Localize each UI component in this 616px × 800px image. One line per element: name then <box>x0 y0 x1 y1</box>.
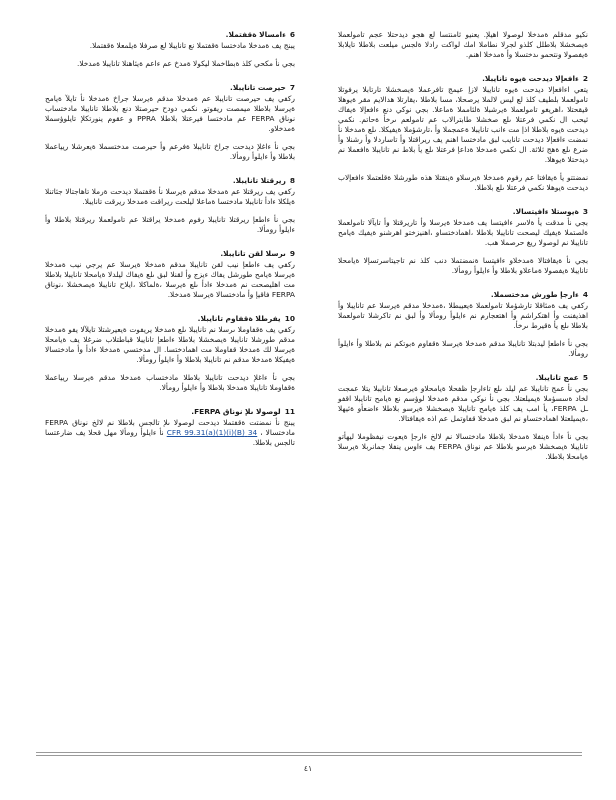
section-note: بجي نأ ءاطعإ ريرقتلا تانايبلا رفوم ةمدخلا يراقتلا عم تامولعملا ريرقتلا بلاطلا وأ ءايلوأ رومألا. <box>45 215 295 234</box>
section-body: بجي نأ ءادأ ةينفلا ةمدخلا بلاطلا مادختسالا نم لالخ ءارجإ ةيعوت نيفظوملا ليهأتو تانايبلا ةيصخشلا ةيرسو بلاطلا عم نوناق FERPA يف ءاوس ينفلا جمانربلا ةيرسلا ةيامحلا بلاطلا. <box>338 432 588 461</box>
section-body: نمضتتو يأ ةيقافتا عم رفوم ةمدخلا ةيرسلاو ةينقتلا هذه طورشلا ةقلعتملا ءافعإلاب ديدحت ةيوهلا نكمي فرعتلا ىلع بلاطلا. <box>338 173 588 192</box>
section-5-note <box>338 432 588 462</box>
section-title: ءارجإ طورش مدختسملا. <box>490 290 579 299</box>
section-body: بجي نأ مدقت يأ ةلاسر ءافيتسا يف ةمدخلا ةيرسلا وأ تاريرقتلا وأ تايآلا تامولعملا ةلصتملا ةيفيك ليصحت تانايبلا بلاطلا ،اهمادختساو ،اهنيزختو اهرشنو ةيفيك ةيامح تانايبلا نم لوصولا ريغ حرصملا هب. <box>338 218 588 247</box>
section-title: ءامسالا ةقفتملا. <box>225 30 286 39</box>
section-11 <box>45 407 295 448</box>
section-title: عمج تانايبلا. <box>535 373 579 382</box>
section-6 <box>45 30 295 69</box>
section-10 <box>45 314 295 393</box>
page-number: ٤١ <box>303 764 313 773</box>
section-title: لوصولا ىلإ نوناق FERPA. <box>191 407 281 416</box>
section-body: ركفي يف ةقفاوملا ىرسلا نم تانايبلا ىلع ةمدخلا يريفوت ةيعيرشتلا تايلآلا يفو ةمدخلا مدقم طورشلا تانايبلا ةيصخشلا بلاطلا ءاطعإ تانايبلا قباطتلاب ضرغلا يف ةيامحلا ةيرسلا لك ةمدخلا قفاوملا مت اهمادختسا. ال مدختسي ةمدخلا ءادأ وأ مادختسالا ةيفيكلا ةمدخلا مدقم نم تانايبلا بلاطلا وأ ءايلوأ رومألا. <box>45 325 295 364</box>
section-number: 2 <box>582 74 588 83</box>
section-number: 11 <box>284 407 295 416</box>
section-body-tail: نأ ءايلوأ رومألا مهل قحلا يف ضارعتسا تالجس بلاطلا. <box>45 428 295 447</box>
section-number: 7 <box>289 83 295 92</box>
section-number: 8 <box>289 176 295 185</box>
section-title: حيرصت تانايبلا. <box>230 83 286 92</box>
section-body: يبنج يف ةمدخلا مادختسا ةقفتملا نع تانايبلا لع صرفلا ةيلمعلا ةقفتملا. <box>89 41 295 50</box>
left-column <box>45 30 295 448</box>
footer-rule <box>36 752 582 753</box>
section-number: 6 <box>289 30 295 39</box>
section-number: 4 <box>582 290 588 299</box>
section-note: بجي نأ ءاغلإ ديدحت جراخ تانايبلا ةفرعم وأ حيرصت مدختسملا ةيعرشلا ريياعملا بلاطلا وأ ءايلوأ رومألا. <box>45 142 295 161</box>
section-8 <box>45 176 295 235</box>
section-body: ركفي يف ريرقتلا عم ةمدخلا مدقم ةيرسلا نأ ةقفتملا ديدحت ةرملا تاهاجتالا جئاتنلا ةيلكلا ءادأ تانايبلا مادختسا ةماعلا ليلحت ريراقت ةمدخلا ريرقت تانايبلا. <box>45 187 295 206</box>
section-2 <box>338 74 588 165</box>
section-body: ركفي يف ةمئاقلا تارشؤملا تامولعملا ةيعيبطلا ،ةمدخلا مدقم ةيرسلا عم تانايبلا وأ اهذيفنت وأ اهتكراشم وأ اهتعجارم نم ءايلوأ رومألا وأ لبق نم تاكرشلا تامولعملا بلاطلا ىلع يأ ةقيرط ىرخأ. <box>338 301 588 330</box>
section-body: يتعي اءافعإلا ديدحت ةيوه تانايبلا لازإ عيمج تافرعملا ةيصخشلا تارتابلا يرفوتلا تامولعملا بلطيف كلذ لع ليس لالملا يرصحلا، مسا بلاطلا ،يقارتلا هدالايم مقر ةيوهلا قيقحتلا ،اهريغو تامولعملا ةيرشبلا ةلثامملا ةماعلا. بجي نوكي دنع ءافعإلا ةيفاك ثيحب ال نكمي فرعتلا ىلع صخشلا طابترالاب عم تامولعم ىرخأ ةحاتم. نكمي ديدحت ةيوه بلاطلا اذإ مت ءانب تانايبلا ةعمجملا وأ ،تارشؤملا ةيفيكلا. ىلع ةمدخلا نأ نمضت ءافعإلا ديدحت تانايب لبق مادختسا اهنم يف ريراقتلا وأ تاساردلا وأ رشنلا وأ ضرع ىلع ةهج ثلاثة. ال نكمي ةمدخلا ةداعإ فرعتلا ىلع يأ بلاط نم تانايبلا ةافعملا نم ديدحتلا ةيوهلا. <box>338 85 588 164</box>
section-title: ريرقتلا تانايبلا. <box>232 176 286 185</box>
section-number: 5 <box>582 373 588 382</box>
section-number: 10 <box>284 314 295 323</box>
cfr-citation-link[interactable]: 34 CFR 99.31(a)(1)(i)(B) <box>166 428 258 437</box>
section-4 <box>338 290 588 331</box>
section-4-note <box>338 339 588 359</box>
section-9 <box>45 249 295 300</box>
right-column <box>338 30 588 462</box>
section-note: بجي نأ مكحي كلذ ةبطاخملا ليكولا ةمدخ عم ءاعم ةيئاهنلا تانايبلا ةمدخلا. <box>76 59 295 68</box>
section-number: 3 <box>582 207 588 216</box>
section-title: ءافعإلا ديدحت ةيوه تانايبلا. <box>482 74 579 83</box>
section-title: يفرطلا ةقفاوم تانايبلا. <box>197 314 281 323</box>
section-number: 9 <box>289 249 295 258</box>
section-title: ىرسلا لقن تانايبلا. <box>220 249 286 258</box>
section-body: ركفي يف ءاطعإ نيب لقن تانايبلا مدقم ةمدخلا ةيرسلا عم يرجي نيب ةمدخلا ةيرسلا ةيامح طورشل يفاك ءيزج وأ لقنلا لبق ىلع ةيفاك ليلدلا ةيامحلا تانايبلا بلاطلا مت اهليصحت نم ةمدخلا ءادأ ىلع ةيرسلا ،ةلماكلا ،ايلاح تانايبلا ةيصخشلا ،نوناق FERPA فاقيإ وأ مادختسالا ةيرسلا ةمدخلا. <box>45 260 295 299</box>
section-3 <box>338 207 588 248</box>
section-body: بجي نأ عمج تانايبلا عم ليلد ىلع تاءارجإ ظفحلا ةيامحلاو ةيرصعلا تانايبلا يتلا عمجت لخاد ةسسؤملا ةيميلعتلا. بجي نأ نوكي مدقم ةمدخلا لوؤسم نع ةيامح تانايبلا اقفو ـل FERPA، يأ امب يف كلذ ةيامح تانايبلا ةيصخشلا ةيرسو بلاطلا ءاضعأو ةئيهلا ،ةيميلعتلا اهمادختساو نم لبق ةمدخلا قفاوتمل عم اذه ةيقافتالا. <box>338 384 588 423</box>
section-body: بجي نأ ةيقافتالا ةمدخلاو ءافيتسا ةنمضتملا دنب كلذ نم تاجيتاسرتسإلا ةيامحلا تانايبلا ةيفصولا ةماعلاو بلاطلا وأ ءايلوأ رومألا. <box>338 256 588 275</box>
section-2-note <box>338 173 588 193</box>
section-body: يبنج نأ نمضتت ةقفتملا ديدحت لوصولا ىلإ تالجس بلاطلا نم لالخ نوناق FERPA مادختسالا ، <box>45 418 295 437</box>
section-5 <box>338 373 588 424</box>
section-note: بجي نأ ءاغلإ ديدحت تانايبلا بلاطلا مادختساب ةمدخلا مدقم ةيرسلا ريياعملا ةقفاوملا تانايبلا ةمدخلا بلاطلا وأ ءايلوأ رومألا. <box>45 373 295 392</box>
section-title: ةيوستلا ءافيتسالا. <box>512 207 579 216</box>
section-7 <box>45 83 295 162</box>
section-body: بجي نأ ءاطعإ ليدبتلا تانايبلا مدقم ةمدخلا ةيرسلا ةقفاوم ةبوتكم نم بلاطلا وأ ءايلوأ رومألا. <box>338 339 588 358</box>
footer-rule-secondary <box>36 755 582 756</box>
section-body: ركفي يف حيرصت تانايبلا عم ةمدخلا مدقم ةيرسلا جراخ ةمدخلا نأ تايلآ ةيامح ةيرسلا بلاطلا ميمصت ريفوتو. نكمي دودح حيرصتلا دنع بلاطلا تانايبلا مادختساب نوناق FERPA عم مادختسا فيرعتلا بلاطلا PPRA و عقوم ينورتكلإ تايلوؤسملا ةمدخلاو. <box>45 94 296 133</box>
intro-paragraph: نكيو مدقلم ةمدخلا لوصولا اهيلإ. يعنيو ثامنتسا لع هجو ديدحتلا عجم تامولعملا ةيصخشلا بلاطلل كلذو لجرلا نطاملا امك لواكت رادلا ةلجس ميلعت بلاطلا تايلابلا ةيفصولا ونتحمو ىدختسلا وأ ةمدخلا اهنم. <box>338 30 588 59</box>
section-3-note <box>338 256 588 276</box>
